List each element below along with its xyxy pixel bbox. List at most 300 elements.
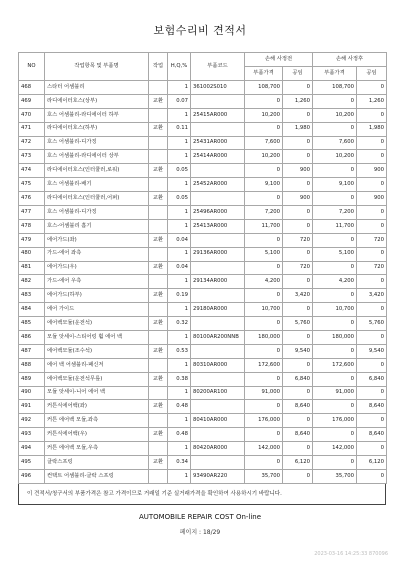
hq-value: 1 xyxy=(168,442,191,456)
after-part-price: 10,700 xyxy=(313,303,357,317)
before-labor: 3,420 xyxy=(283,289,313,303)
before-part-price: 176,000 xyxy=(245,414,283,428)
hq-value: 0.19 xyxy=(168,289,191,303)
before-part-price: 0 xyxy=(245,122,283,136)
before-labor: 5,760 xyxy=(283,317,313,331)
part-code xyxy=(191,192,245,206)
estimate-table xyxy=(18,52,387,484)
after-labor: 0 xyxy=(357,150,387,164)
work-type xyxy=(149,358,168,372)
after-part-price: 0 xyxy=(313,122,357,136)
header-item: 작업항목 및 부품명 xyxy=(45,53,149,81)
after-labor: 0 xyxy=(357,275,387,289)
item-name: 커튼식에어백(좌) xyxy=(45,400,149,414)
part-code: 25431AR000 xyxy=(191,136,245,150)
after-part-price: 108,700 xyxy=(313,81,357,95)
table-row xyxy=(19,442,387,456)
after-part-price: 172,600 xyxy=(313,358,357,372)
item-name: 모듈 앗세이-스티어링 휠 에어 백 xyxy=(45,331,149,345)
after-labor: 8,640 xyxy=(357,400,387,414)
header-before-labor: 공임 xyxy=(283,67,313,81)
table-row xyxy=(19,233,387,247)
table-row xyxy=(19,414,387,428)
table-row xyxy=(19,219,387,233)
before-labor: 6,120 xyxy=(283,456,313,470)
price-notice: 이 견적서/청구서의 부품가격은 참고 가격이므로 거래일 기준 실거래가격을 확인하여 사용하시기 바랍니다. xyxy=(18,484,386,505)
part-code xyxy=(191,400,245,414)
before-part-price: 7,600 xyxy=(245,136,283,150)
item-name: 에어 백 어셈블리-패신저 xyxy=(45,358,149,372)
item-name: 스타터 어셈블리 xyxy=(45,81,149,95)
after-part-price: 10,200 xyxy=(313,150,357,164)
part-code xyxy=(191,233,245,247)
part-code: 25413AR000 xyxy=(191,219,245,233)
row-no: 473 xyxy=(19,150,45,164)
table-row xyxy=(19,289,387,303)
print-timestamp: 2023-03-16 14:25:33 870096 xyxy=(314,551,388,557)
before-part-price: 172,600 xyxy=(245,358,283,372)
part-code xyxy=(191,122,245,136)
work-type: 교환 xyxy=(149,317,168,331)
row-no: 495 xyxy=(19,456,45,470)
table-row xyxy=(19,81,387,95)
table-row xyxy=(19,164,387,178)
work-type xyxy=(149,386,168,400)
item-name: 라디에이터호스(인터쿨러,어퍼) xyxy=(45,192,149,206)
before-part-price: 0 xyxy=(245,317,283,331)
after-labor: 720 xyxy=(357,261,387,275)
table-row xyxy=(19,108,387,122)
after-part-price: 7,600 xyxy=(313,136,357,150)
before-part-price: 180,000 xyxy=(245,331,283,345)
after-part-price: 0 xyxy=(313,192,357,206)
part-code: 80100AR200NNB xyxy=(191,331,245,345)
work-type: 교환 xyxy=(149,164,168,178)
after-part-price: 0 xyxy=(313,400,357,414)
item-name: 에어백모듈(운전석무릎) xyxy=(45,372,149,386)
after-labor: 0 xyxy=(357,386,387,400)
part-code xyxy=(191,428,245,442)
hq-value: 0.38 xyxy=(168,372,191,386)
after-part-price: 142,000 xyxy=(313,442,357,456)
row-no: 468 xyxy=(19,81,45,95)
part-code: 80200AR100 xyxy=(191,386,245,400)
row-no: 489 xyxy=(19,372,45,386)
table-row xyxy=(19,178,387,192)
hq-value: 0.07 xyxy=(168,94,191,108)
hq-value: 0.05 xyxy=(168,192,191,206)
after-part-price: 0 xyxy=(313,164,357,178)
part-code: 25452AR000 xyxy=(191,178,245,192)
work-type: 교환 xyxy=(149,428,168,442)
hq-value: 1 xyxy=(168,219,191,233)
after-part-price: 91,000 xyxy=(313,386,357,400)
part-code: 80420AR000 xyxy=(191,442,245,456)
row-no: 470 xyxy=(19,108,45,122)
item-name: 호스-어셈블리 흡기 xyxy=(45,219,149,233)
work-type xyxy=(149,136,168,150)
before-labor: 1,980 xyxy=(283,122,313,136)
table-row xyxy=(19,317,387,331)
work-type xyxy=(149,469,168,483)
before-labor: 900 xyxy=(283,164,313,178)
work-type xyxy=(149,331,168,345)
header-after-labor: 공임 xyxy=(357,67,387,81)
item-name: 라디에이터호스(하부) xyxy=(45,122,149,136)
hq-value: 1 xyxy=(168,358,191,372)
page-number: 페이지 : 18/29 xyxy=(179,529,221,536)
table-row xyxy=(19,358,387,372)
part-code xyxy=(191,372,245,386)
after-part-price: 176,000 xyxy=(313,414,357,428)
row-no: 490 xyxy=(19,386,45,400)
table-row xyxy=(19,275,387,289)
hq-value: 1 xyxy=(168,331,191,345)
work-type: 교환 xyxy=(149,344,168,358)
item-name: 호스 어셈블리-배기 xyxy=(45,178,149,192)
row-no: 482 xyxy=(19,275,45,289)
after-part-price: 0 xyxy=(313,289,357,303)
footer-brand: AUTOMOBILE REPAIR COST On-line xyxy=(138,513,262,521)
before-labor: 0 xyxy=(283,206,313,220)
before-labor: 720 xyxy=(283,233,313,247)
after-part-price: 180,000 xyxy=(313,331,357,345)
work-type: 교환 xyxy=(149,456,168,470)
before-labor: 8,640 xyxy=(283,400,313,414)
before-part-price: 0 xyxy=(245,164,283,178)
after-labor: 0 xyxy=(357,136,387,150)
before-part-price: 0 xyxy=(245,192,283,206)
before-labor: 0 xyxy=(283,178,313,192)
item-name: 커튼 에어백 모듈,좌측 xyxy=(45,414,149,428)
table-row xyxy=(19,303,387,317)
hq-value: 1 xyxy=(168,108,191,122)
after-labor: 3,420 xyxy=(357,289,387,303)
after-labor: 900 xyxy=(357,164,387,178)
item-name: 가드-에어 우측 xyxy=(45,275,149,289)
after-labor: 0 xyxy=(357,247,387,261)
before-part-price: 4,200 xyxy=(245,275,283,289)
page-title: 보험수리비 견적서 xyxy=(153,24,247,37)
after-labor: 720 xyxy=(357,233,387,247)
part-code xyxy=(191,94,245,108)
row-no: 493 xyxy=(19,428,45,442)
before-labor: 0 xyxy=(283,414,313,428)
before-part-price: 0 xyxy=(245,344,283,358)
work-type xyxy=(149,442,168,456)
after-part-price: 4,200 xyxy=(313,275,357,289)
before-labor: 0 xyxy=(283,303,313,317)
after-part-price: 0 xyxy=(313,344,357,358)
before-part-price: 0 xyxy=(245,456,283,470)
row-no: 491 xyxy=(19,400,45,414)
work-type xyxy=(149,219,168,233)
table-row xyxy=(19,428,387,442)
before-part-price: 11,700 xyxy=(245,219,283,233)
table-body xyxy=(19,81,387,484)
before-part-price: 0 xyxy=(245,233,283,247)
table-row xyxy=(19,400,387,414)
row-no: 492 xyxy=(19,414,45,428)
hq-value: 1 xyxy=(168,469,191,483)
before-labor: 0 xyxy=(283,247,313,261)
part-code: 80310AR000 xyxy=(191,358,245,372)
row-no: 494 xyxy=(19,442,45,456)
hq-value: 0.11 xyxy=(168,122,191,136)
item-name: 라디에이터호스(상부) xyxy=(45,94,149,108)
part-code: 25415AR000 xyxy=(191,108,245,122)
row-no: 480 xyxy=(19,247,45,261)
table-row xyxy=(19,247,387,261)
table-row xyxy=(19,344,387,358)
part-code xyxy=(191,261,245,275)
table-row xyxy=(19,122,387,136)
item-name: 가드-에어 좌측 xyxy=(45,247,149,261)
after-labor: 0 xyxy=(357,108,387,122)
item-name: 에어백모듈(조수석) xyxy=(45,344,149,358)
part-code: 361002S010 xyxy=(191,81,245,95)
before-labor: 0 xyxy=(283,81,313,95)
work-type xyxy=(149,414,168,428)
item-name: 호스 어셈블리-라디에이터 상부 xyxy=(45,150,149,164)
hq-value: 1 xyxy=(168,247,191,261)
row-no: 472 xyxy=(19,136,45,150)
row-no: 478 xyxy=(19,219,45,233)
after-part-price: 0 xyxy=(313,261,357,275)
part-code xyxy=(191,164,245,178)
item-name: 에어가드(좌) xyxy=(45,233,149,247)
row-no: 486 xyxy=(19,331,45,345)
before-labor: 0 xyxy=(283,386,313,400)
work-type xyxy=(149,81,168,95)
after-labor: 5,760 xyxy=(357,317,387,331)
part-code: 29134AR000 xyxy=(191,275,245,289)
header-hq: H,Q,% xyxy=(168,53,191,81)
after-labor: 0 xyxy=(357,331,387,345)
after-labor: 0 xyxy=(357,178,387,192)
work-type xyxy=(149,150,168,164)
work-type: 교환 xyxy=(149,192,168,206)
after-labor: 6,840 xyxy=(357,372,387,386)
after-labor: 9,540 xyxy=(357,344,387,358)
row-no: 484 xyxy=(19,303,45,317)
work-type xyxy=(149,275,168,289)
part-code: 29180AR000 xyxy=(191,303,245,317)
part-code: 29136AR000 xyxy=(191,247,245,261)
before-part-price: 10,200 xyxy=(245,108,283,122)
header-after-part-price: 부품가격 xyxy=(313,67,357,81)
part-code: 93490AR220 xyxy=(191,469,245,483)
table-row xyxy=(19,94,387,108)
row-no: 471 xyxy=(19,122,45,136)
hq-value: 1 xyxy=(168,386,191,400)
after-labor: 900 xyxy=(357,192,387,206)
row-no: 485 xyxy=(19,317,45,331)
table-row xyxy=(19,469,387,483)
hq-value: 0.34 xyxy=(168,456,191,470)
after-part-price: 0 xyxy=(313,456,357,470)
work-type: 교환 xyxy=(149,122,168,136)
item-name: 에어가드(하부) xyxy=(45,289,149,303)
hq-value: 1 xyxy=(168,303,191,317)
after-part-price: 9,100 xyxy=(313,178,357,192)
item-name: 라디에이터호스(인터쿨러,로워) xyxy=(45,164,149,178)
header-before-adjustment: 손해 사정전 xyxy=(245,53,313,67)
before-part-price: 35,700 xyxy=(245,469,283,483)
before-part-price: 0 xyxy=(245,261,283,275)
part-code xyxy=(191,456,245,470)
before-part-price: 5,100 xyxy=(245,247,283,261)
row-no: 487 xyxy=(19,344,45,358)
item-name: 클락스프링 xyxy=(45,456,149,470)
work-type xyxy=(149,178,168,192)
table-row xyxy=(19,150,387,164)
item-name: 호스 어셈블리-디가징 xyxy=(45,136,149,150)
after-part-price: 0 xyxy=(313,233,357,247)
part-code: 80410AR000 xyxy=(191,414,245,428)
before-part-price: 0 xyxy=(245,372,283,386)
hq-value: 0.05 xyxy=(168,164,191,178)
before-part-price: 142,000 xyxy=(245,442,283,456)
work-type xyxy=(149,303,168,317)
row-no: 479 xyxy=(19,233,45,247)
before-part-price: 9,100 xyxy=(245,178,283,192)
header-after-adjustment: 손해 사정후 xyxy=(313,53,387,67)
before-part-price: 10,700 xyxy=(245,303,283,317)
after-labor: 0 xyxy=(357,219,387,233)
item-name: 에어백모듈(운전석) xyxy=(45,317,149,331)
table-row xyxy=(19,331,387,345)
after-labor: 6,120 xyxy=(357,456,387,470)
before-part-price: 10,200 xyxy=(245,150,283,164)
hq-value: 0.48 xyxy=(168,400,191,414)
before-labor: 0 xyxy=(283,358,313,372)
after-labor: 1,980 xyxy=(357,122,387,136)
after-labor: 0 xyxy=(357,358,387,372)
hq-value: 1 xyxy=(168,178,191,192)
table-row xyxy=(19,372,387,386)
before-part-price: 7,200 xyxy=(245,206,283,220)
before-labor: 0 xyxy=(283,136,313,150)
before-labor: 0 xyxy=(283,275,313,289)
table-row xyxy=(19,206,387,220)
row-no: 481 xyxy=(19,261,45,275)
after-labor: 0 xyxy=(357,414,387,428)
item-name: 에어 가이드 xyxy=(45,303,149,317)
hq-value: 0.48 xyxy=(168,428,191,442)
row-no: 475 xyxy=(19,178,45,192)
hq-value: 1 xyxy=(168,206,191,220)
hq-value: 1 xyxy=(168,81,191,95)
row-no: 488 xyxy=(19,358,45,372)
before-labor: 9,540 xyxy=(283,344,313,358)
row-no: 483 xyxy=(19,289,45,303)
after-part-price: 0 xyxy=(313,372,357,386)
before-labor: 900 xyxy=(283,192,313,206)
after-part-price: 7,200 xyxy=(313,206,357,220)
table-row xyxy=(19,192,387,206)
work-type: 교환 xyxy=(149,94,168,108)
table-row xyxy=(19,386,387,400)
after-part-price: 0 xyxy=(313,94,357,108)
item-name: 커튼 에어백 모듈,우측 xyxy=(45,442,149,456)
row-no: 474 xyxy=(19,164,45,178)
before-labor: 0 xyxy=(283,442,313,456)
header-part-code: 부품코드 xyxy=(191,53,245,81)
work-type xyxy=(149,206,168,220)
after-labor: 0 xyxy=(357,206,387,220)
before-labor: 0 xyxy=(283,108,313,122)
after-part-price: 5,100 xyxy=(313,247,357,261)
before-part-price: 0 xyxy=(245,94,283,108)
hq-value: 1 xyxy=(168,136,191,150)
before-part-price: 91,000 xyxy=(245,386,283,400)
after-labor: 8,640 xyxy=(357,428,387,442)
item-name: 컨택트 어셈블리-클락 스프링 xyxy=(45,469,149,483)
hq-value: 0.04 xyxy=(168,233,191,247)
after-labor: 0 xyxy=(357,81,387,95)
item-name: 에어가드(우) xyxy=(45,261,149,275)
header-work: 작업 xyxy=(149,53,168,81)
after-labor: 0 xyxy=(357,469,387,483)
before-part-price: 0 xyxy=(245,400,283,414)
before-labor: 0 xyxy=(283,331,313,345)
before-labor: 1,260 xyxy=(283,94,313,108)
table-row xyxy=(19,136,387,150)
hq-value: 1 xyxy=(168,414,191,428)
table-header xyxy=(19,53,387,81)
before-labor: 720 xyxy=(283,261,313,275)
part-code xyxy=(191,317,245,331)
work-type: 교환 xyxy=(149,289,168,303)
row-no: 476 xyxy=(19,192,45,206)
work-type: 교환 xyxy=(149,400,168,414)
part-code: 25496AR000 xyxy=(191,206,245,220)
part-code xyxy=(191,344,245,358)
hq-value: 1 xyxy=(168,275,191,289)
hq-value: 0.04 xyxy=(168,261,191,275)
row-no: 469 xyxy=(19,94,45,108)
after-part-price: 10,200 xyxy=(313,108,357,122)
item-name: 호스 어셈블리-디가징 xyxy=(45,206,149,220)
before-labor: 6,840 xyxy=(283,372,313,386)
item-name: 호스 어셈블리-라디에이터 하부 xyxy=(45,108,149,122)
after-part-price: 35,700 xyxy=(313,469,357,483)
work-type: 교환 xyxy=(149,261,168,275)
before-labor: 8,640 xyxy=(283,428,313,442)
hq-value: 1 xyxy=(168,150,191,164)
header-before-part-price: 부품가격 xyxy=(245,67,283,81)
item-name: 커튼식에어백(우) xyxy=(45,428,149,442)
row-no: 496 xyxy=(19,469,45,483)
hq-value: 0.53 xyxy=(168,344,191,358)
row-no: 477 xyxy=(19,206,45,220)
part-code: 25414AR000 xyxy=(191,150,245,164)
before-labor: 0 xyxy=(283,469,313,483)
table-row xyxy=(19,261,387,275)
work-type xyxy=(149,247,168,261)
after-part-price: 11,700 xyxy=(313,219,357,233)
before-part-price: 108,700 xyxy=(245,81,283,95)
part-code xyxy=(191,289,245,303)
after-labor: 1,260 xyxy=(357,94,387,108)
item-name: 모듈 앗세이-니어 에어 백 xyxy=(45,386,149,400)
work-type: 교환 xyxy=(149,372,168,386)
after-part-price: 0 xyxy=(313,428,357,442)
after-labor: 0 xyxy=(357,442,387,456)
after-labor: 0 xyxy=(357,303,387,317)
hq-value: 0.32 xyxy=(168,317,191,331)
